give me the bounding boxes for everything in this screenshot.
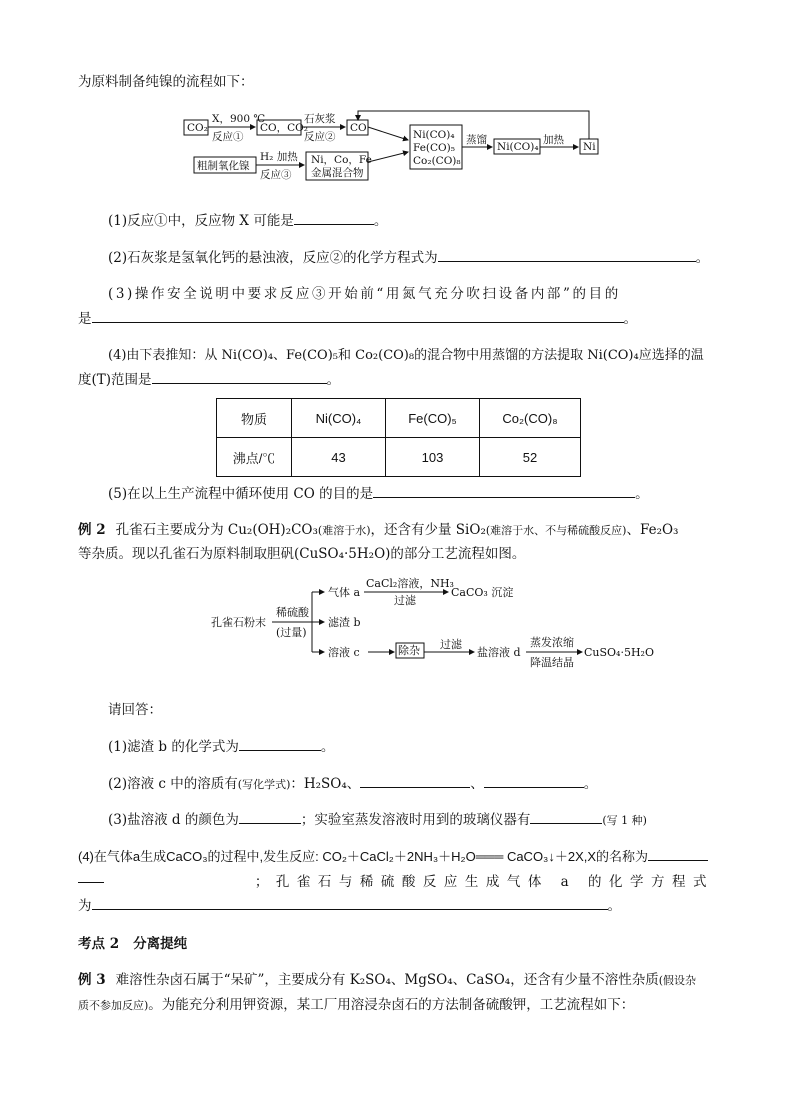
- label-acid: 稀硫酸: [276, 606, 309, 619]
- answer-blank-2[interactable]: [438, 249, 696, 262]
- answer-blank-1[interactable]: [294, 212, 374, 225]
- ex2-question-1: (1)滤渣 b 的化学式为 。: [108, 739, 335, 755]
- answer-blank-e3a[interactable]: [239, 811, 301, 824]
- answer-blank-e4c[interactable]: [92, 897, 608, 910]
- label-start: 孔雀石粉末: [211, 616, 266, 629]
- table-cell: 43: [292, 438, 386, 477]
- question-3-line2: 是 。: [78, 311, 637, 327]
- label-solc: 溶液 c: [328, 646, 360, 659]
- label-remove: 除杂: [398, 644, 420, 657]
- question-3-line1: (3)操作安全说明中要求反应③开始前“用氮气充分吹扫设备内部”的目的: [108, 286, 621, 302]
- answer-blank-e2a[interactable]: [360, 775, 470, 788]
- ex2-question-4-line2: ；孔雀石与稀硫酸反应生成气体 a 的化学方程式: [78, 870, 714, 890]
- label-co: CO: [350, 122, 367, 134]
- label-coco2: CO，CO₂: [260, 122, 308, 134]
- label-sold: 盐溶液 d: [477, 646, 521, 659]
- ex2-question-3: (3)盐溶液 d 的颜色为 ；实验室蒸发溶液时用到的玻璃仪器有 (写 1 种): [108, 812, 647, 828]
- ex2-question-4-line1: (4)在气体a生成CaCO₃的过程中,发生反应: CO₂＋CaCl₂＋2NH₃＋H₂O═══ CaCO₃↓＋2X,X的名称为: [78, 846, 708, 865]
- answer-blank-5[interactable]: [373, 485, 635, 498]
- question-2: (2)石灰浆是氢氧化钙的悬浊液，反应②的化学方程式为 。: [108, 250, 710, 266]
- label-residue: 滤渣 b: [328, 616, 361, 629]
- label-mix2: 金属混合物: [311, 167, 364, 179]
- label-r3: 反应③: [260, 169, 292, 181]
- label-nico4b: Ni(CO)₄: [497, 141, 539, 153]
- label-product: CuSO₄·5H₂O: [584, 646, 654, 659]
- answer-blank-4[interactable]: [152, 371, 327, 384]
- label-h2heat: H₂ 加热: [260, 151, 298, 163]
- label-cool: 降温结晶: [530, 656, 574, 669]
- label-heat: 加热: [543, 134, 564, 146]
- flow-diagram-malachite: [208, 577, 654, 670]
- answer-blank-e3b[interactable]: [530, 811, 602, 824]
- label-mix1: Ni，Co，Fe: [311, 154, 372, 166]
- answer-blank-e4b[interactable]: [78, 870, 104, 883]
- table-header-cell: Ni(CO)₄: [292, 399, 386, 438]
- question-5: (5)在以上生产流程中循环使用 CO 的目的是 。: [108, 486, 649, 502]
- answer-blank-3[interactable]: [92, 310, 624, 323]
- section-heading: 考点 2 分离提纯: [78, 936, 188, 952]
- label-x900: X，900 ℃: [212, 113, 266, 125]
- question-4-line2: 度(T)范围是 。: [78, 372, 341, 388]
- label-r1: 反应①: [212, 131, 244, 143]
- ex2-question-4-line3: 为 。: [78, 898, 621, 914]
- label-caco3: CaCO₃ 沉淀: [451, 586, 514, 599]
- label-r2: 反应②: [304, 131, 336, 143]
- label-crude: 粗制氧化镍: [197, 160, 250, 172]
- table-header-cell: Co₂(CO)₈: [480, 399, 581, 438]
- example-3-label: 例 3: [78, 972, 106, 988]
- intro-text: 为原料制备纯镍的流程如下：: [78, 74, 254, 90]
- answer-blank-e1[interactable]: [239, 738, 321, 751]
- answer-blank-e2b[interactable]: [484, 775, 584, 788]
- label-shihuijiang: 石灰浆: [304, 113, 336, 125]
- example-2-line1: 例 2 孔雀石主要成分为 Cu₂(OH)₂CO₃(难溶于水)，还含有少量 SiO₂(难溶于水、不与稀硫酸反应)、Fe₂O₃: [78, 522, 679, 538]
- label-filter1: 过滤: [394, 594, 416, 607]
- label-feco5: Fe(CO)₅: [413, 142, 455, 154]
- label-filter2: 过滤: [440, 638, 462, 651]
- table-header-cell: Fe(CO)₅: [386, 399, 480, 438]
- ex2-question-2: (2)溶液 c 中的溶质有(写化学式)：H₂SO₄、 、 。: [108, 776, 598, 792]
- label-co2: CO₂: [187, 122, 208, 134]
- boiling-point-table: [216, 398, 581, 477]
- table-header-cell: 物质: [217, 399, 292, 438]
- table-header-row: [217, 399, 581, 438]
- example-3-line1: 例 3 难溶性杂卤石属于“呆矿”，主要成分有 K₂SO₄、MgSO₄、CaSO₄，还含有少量不溶性杂质(假设杂: [78, 972, 697, 988]
- example-2-label: 例 2: [78, 522, 106, 538]
- answer-blank-e4a[interactable]: [648, 848, 708, 861]
- flow-diagram-nickel: [180, 100, 620, 186]
- question-1: (1)反应①中，反应物 X 可能是 。: [108, 213, 388, 229]
- table-cell: 沸点/℃: [217, 438, 292, 477]
- label-gas: 气体 a: [328, 586, 361, 599]
- table-cell: 52: [480, 438, 581, 477]
- label-evap: 蒸发浓缩: [530, 636, 574, 649]
- label-cacl2: CaCl₂溶液，NH₃: [366, 577, 454, 590]
- table-row: [217, 438, 581, 477]
- please-answer: 请回答：: [108, 702, 162, 718]
- question-4-line1: (4)由下表推知：从 Ni(CO)₄、Fe(CO)₅和 Co₂(CO)₈的混合物中用蒸馏的方法提取 Ni(CO)₄应选择的温: [108, 348, 704, 363]
- table-cell: 103: [386, 438, 480, 477]
- label-ni: Ni: [583, 141, 596, 153]
- label-co2co8: Co₂(CO)₈: [413, 155, 461, 167]
- label-nico4: Ni(CO)₄: [413, 129, 455, 141]
- label-excess: (过量): [276, 626, 307, 639]
- example-2-line2: 等杂质。现以孔雀石为原料制取胆矾(CuSO₄·5H₂O)的部分工艺流程如图。: [78, 546, 526, 562]
- label-distill: 蒸馏: [466, 134, 487, 146]
- example-3-line2: 质不参加反应)。为能充分利用钾资源，某工厂用溶浸杂卤石的方法制备硫酸钾，工艺流程如下：: [78, 997, 635, 1013]
